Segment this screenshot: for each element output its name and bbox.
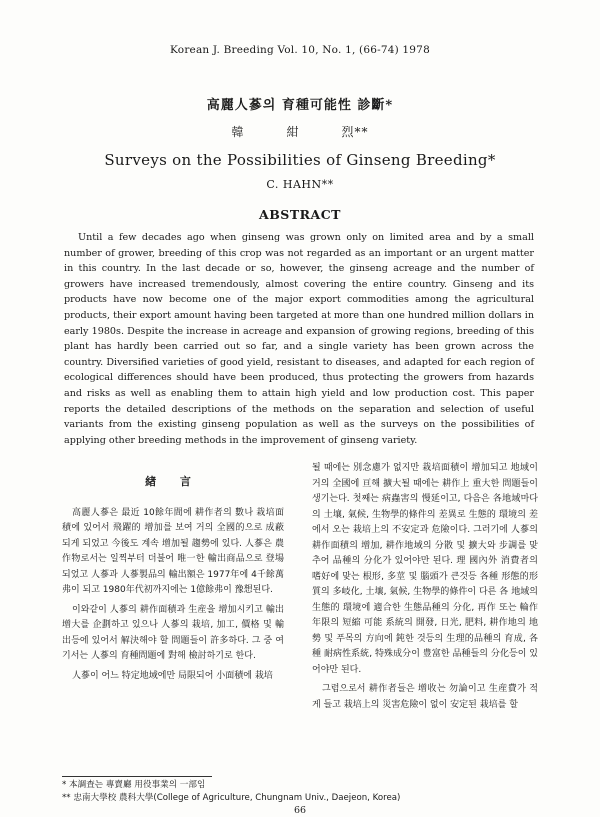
footnote-divider <box>62 776 212 777</box>
body-paragraph: 高麗人蔘은 最近 10餘年間에 耕作者의 數나 栽培面積에 있어서 飛躍的 增加를 보여 거의 全國的으로 成蔽되게 되었고 今後도 계속 增加될 趨勢에 있다. 人蔘은 農作物로서는 일찍부터 더불어 唯一한 輸出商品으로 登場되었고 人蔘과 人蔘製品의 輸出額은 1977年에 4千餘萬弗이 되고 1980年代初까지에는 1億餘弗이 豫想된다. <box>62 507 284 595</box>
english-title: Surveys on the Possibilities of Ginseng Breeding* <box>104 151 496 169</box>
footnote: ** 忠南大學校 農科大學(College of Agriculture, Chungnam Univ., Daejeon, Korea) <box>62 793 401 803</box>
abstract-heading: ABSTRACT <box>259 207 341 222</box>
body-right-column <box>312 461 538 717</box>
korean-author-part-2: 紺 <box>286 125 300 139</box>
body-paragraph: 될 때에는 別念慮가 없지만 栽培面積이 增加되고 地域이 거의 全國에 亘해 擴大될 때에는 耕作上 重大한 問題들이 생기는다. 첫째는 病蟲害의 慢延이고, 다음은 各地域마다의 土壤, 氣候, 生物學的條件의 差異로 生態的 環境의 差에서 오는 栽培上의 不安定과 危險이다. 그러기에 人蔘의 耕作面積의 增加, 耕作地域의 分散 및 擴大와 步調를 맞추어 品種의 分化가 있어야만 된다. 理 國內外 消費者의 嗜好에 맞는 根形, 多莖 및 腦頭가 큰것등 各種 形態的形質의 多岐化, 土壤, 氣候, 生物學的條件이 다른 各 地域의 生態的 環境에 適合한 生態品種의 分化, 再作 또는 輪作年限의 短縮 可能 系統의 開發, 日光, 肥料, 耕作地의 地勢 및 푸목의 方向에 鈍한 것등의 生理的品種의 育成, 各種 耐病性系統, 特殊成分이 豊富한 品種들의 分化등이 있어야만 된다. <box>312 463 538 675</box>
footnotes <box>62 779 532 805</box>
footnote: * 本調査는 專賣廳 用役事業의 一部임 <box>62 780 206 790</box>
korean-author-part-1: 韓 <box>231 125 245 139</box>
section-heading: 緖 言 <box>145 475 201 488</box>
korean-title: 高麗人蔘의 育種可能性 診斷* <box>206 98 394 113</box>
page-number: 66 <box>293 805 307 816</box>
body-paragraph: 人蔘이 어느 特定地域에만 局限되어 小面積에 栽培 <box>72 670 273 681</box>
english-author: C. HAHN** <box>266 178 334 191</box>
korean-author-part-3: 烈** <box>341 125 369 139</box>
abstract-text: Until a few decades ago when ginseng was grown only on limited area and by a small number of grower, breeding of this crop was not regarded as an important or an urgent matter in this country. In the last decade or so, however, the ginseng acreage and the number of growers have increased tremendously, almost covering the entire country. Ginseng and its products have now become one of the major export commodities among the agricultural products, their export amount having been targeted at more than one hundred million dollars in early 1980s. Despite the increase in acreage and expansion of growing regions, breeding of this plant has hardly been carried out so far, and a single variety has been grown across the country. Diversified varieties of good yield, resistant to diseases, and adapted for each region of ecological differences should have been produced, thus protecting the growers from hazards and risks as well as enabling them to attain high yield and low production cost. This paper reports the detailed descriptions of the methods on the separation and selection of useful variants from the existing ginseng population as well as the surveys on the possibilities of applying other breeding methods in the improvement of ginseng variety. <box>64 232 534 446</box>
body-paragraph: 그럼으로서 耕作者들은 增收는 勿論이고 生産費가 적게 들고 栽培上의 災害危險이 없이 安定된 栽培를 할 <box>312 684 538 710</box>
journal-header: Korean J. Breeding Vol. 10, No. 1, (66-74) 1978 <box>170 44 430 56</box>
korean-author <box>0 123 600 140</box>
body-paragraph: 이와같이 人蔘의 耕作面積과 生産을 增加시키고 輸出增大를 企劃하고 있으나 人蔘의 栽培, 加工, 價格 및 輸出등에 있어서 解決해야 할 問題들이 許多하다. 그 중 여기서는 人蔘의 育種問題에 對해 檢討하기로 한다. <box>62 604 284 661</box>
body-left-column <box>62 466 284 688</box>
